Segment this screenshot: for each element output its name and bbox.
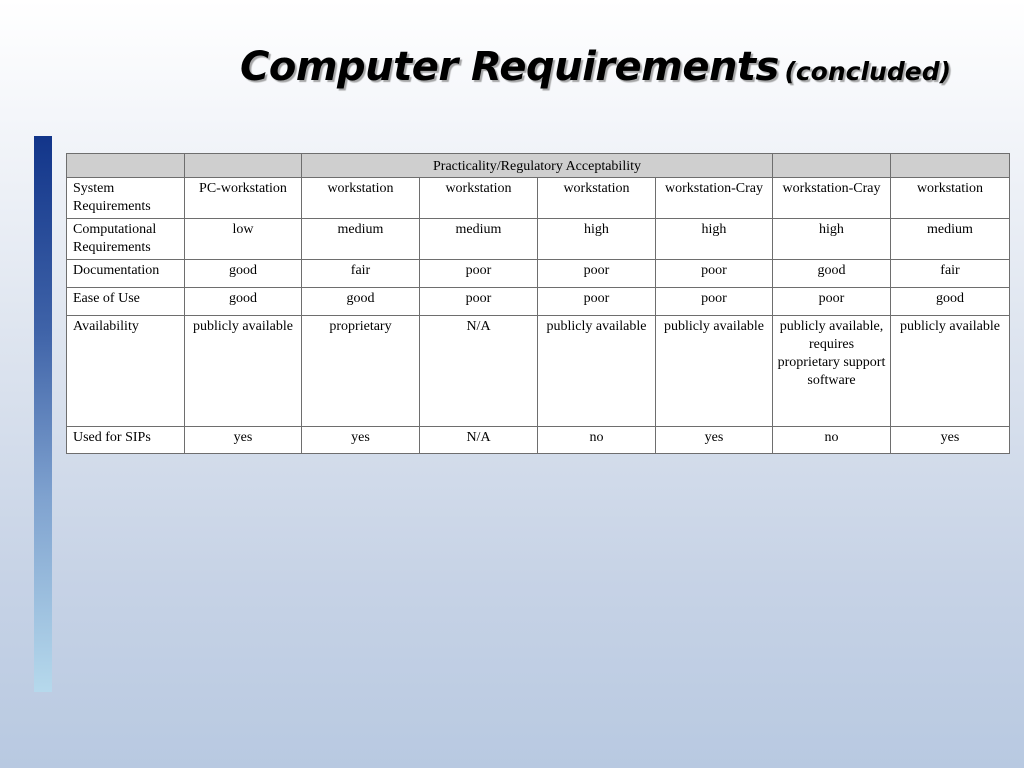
title-main: Computer Requirements [240,44,779,90]
table-cell: publicly available, requires proprietary support software [773,316,891,427]
table-cell: poor [773,288,891,316]
table-cell: poor [656,260,773,288]
slide-title [0,44,1024,90]
table-cell: fair [302,260,420,288]
table-cell: workstation [538,178,656,219]
header-practicality-label: Practicality/Regulatory Acceptability [302,154,773,178]
table-row [67,288,1010,316]
table-row [67,316,1010,427]
table-cell: medium [302,219,420,260]
row-label: Availability [67,316,185,427]
table-cell: good [302,288,420,316]
table-row [67,178,1010,219]
table-cell: poor [538,288,656,316]
table-cell: poor [538,260,656,288]
table-cell: low [185,219,302,260]
table-cell: good [891,288,1010,316]
table-cell: yes [302,427,420,454]
table-row [67,260,1010,288]
table-cell: publicly available [656,316,773,427]
row-label: Documentation [67,260,185,288]
table-cell: good [773,260,891,288]
row-label: System Requirements [67,178,185,219]
table-cell: yes [185,427,302,454]
row-label: Ease of Use [67,288,185,316]
header-empty-cell [185,154,302,178]
table-cell: poor [656,288,773,316]
row-label: Computational Requirements [67,219,185,260]
table-cell: publicly available [538,316,656,427]
table-cell: yes [891,427,1010,454]
title-sub: (concluded) [784,57,952,86]
table-cell: high [538,219,656,260]
table-cell: good [185,288,302,316]
table-row [67,427,1010,454]
table-cell: publicly available [185,316,302,427]
table-cell: medium [420,219,538,260]
table-cell: workstation [891,178,1010,219]
table-cell: good [185,260,302,288]
table-cell: high [656,219,773,260]
table-cell: workstation-Cray [656,178,773,219]
table-cell: workstation [302,178,420,219]
table-cell: workstation-Cray [773,178,891,219]
table-cell: PC-workstation [185,178,302,219]
table-cell: yes [656,427,773,454]
table-cell: N/A [420,316,538,427]
table-cell: fair [891,260,1010,288]
table-header-row [67,154,1010,178]
header-empty-cell [67,154,185,178]
table-cell: poor [420,260,538,288]
table-cell: N/A [420,427,538,454]
table-cell: high [773,219,891,260]
table-cell: publicly available [891,316,1010,427]
header-empty-cell [773,154,891,178]
requirements-table [66,153,1010,454]
table-cell: no [538,427,656,454]
table-cell: poor [420,288,538,316]
table-cell: workstation [420,178,538,219]
table-row [67,219,1010,260]
header-empty-cell [891,154,1010,178]
side-accent-bar [34,136,52,692]
table-cell: medium [891,219,1010,260]
row-label: Used for SIPs [67,427,185,454]
table-cell: proprietary [302,316,420,427]
table-cell: no [773,427,891,454]
